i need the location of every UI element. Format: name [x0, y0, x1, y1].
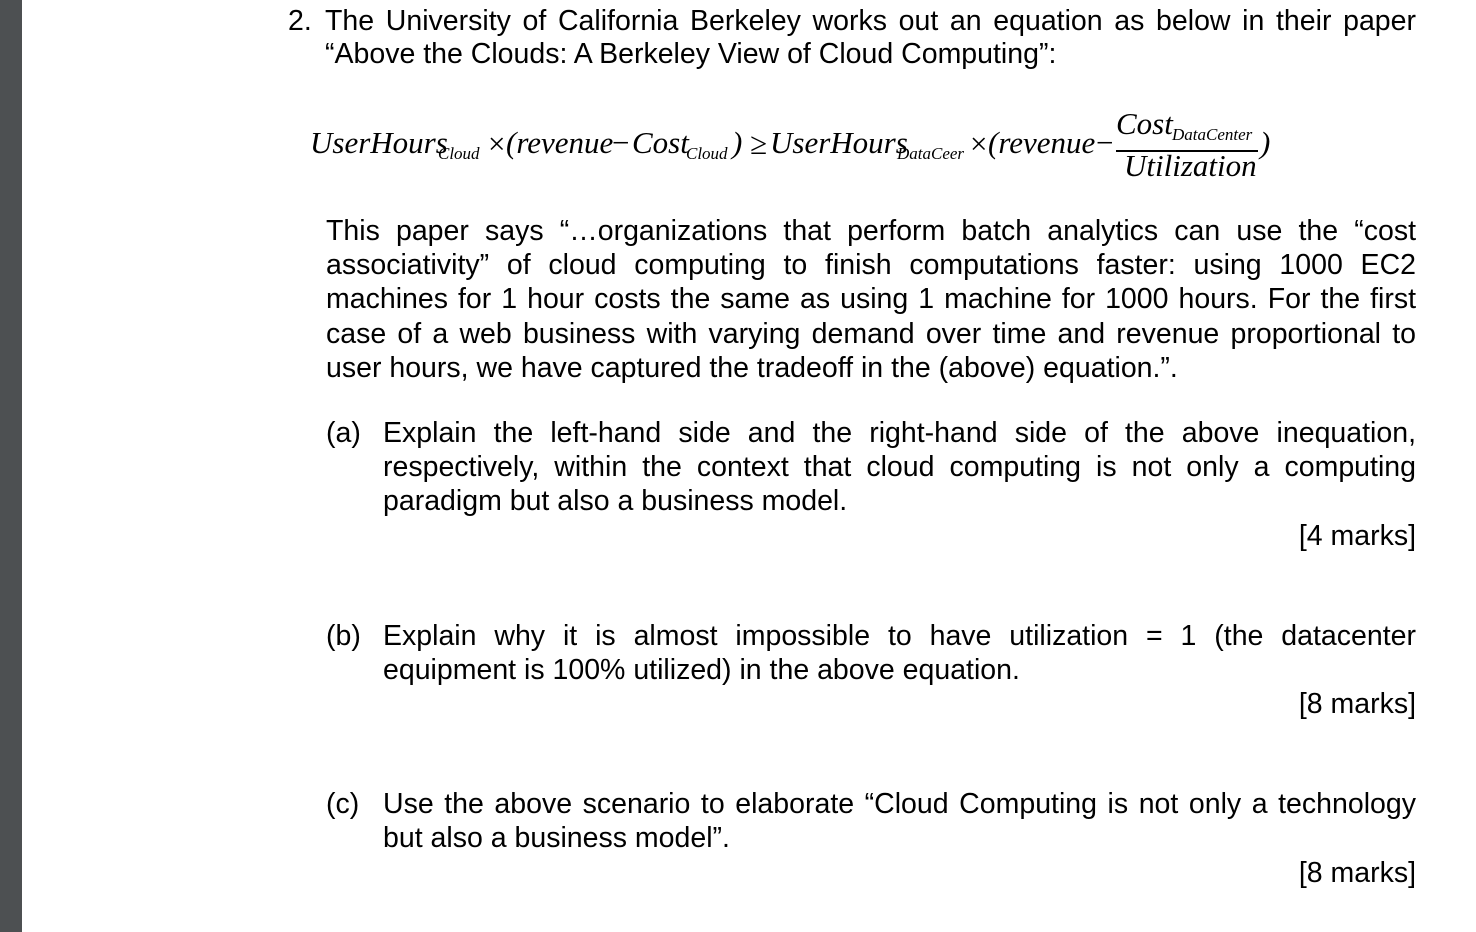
eq-sub-datacenter: DataCeer	[897, 144, 965, 163]
question-intro-line2: “Above the Clouds: A Berkeley View of Cloud Computing”:	[325, 38, 1057, 70]
eq-geq: ≥	[750, 126, 768, 161]
question-intro-line1: The University of California Berkeley works out an equation as below in their paper	[325, 5, 1416, 37]
eq-times-1: ×	[488, 126, 506, 161]
eq-minus-1: −	[612, 125, 630, 160]
sub-question-b-text: Explain why it is almost impossible to have utilization = 1 (the datacenter equipment is 100% utilized) in the above equation.	[383, 620, 1416, 686]
eq-close-2: )	[1260, 125, 1271, 160]
sub-question-c-marks: [8 marks]	[1298, 857, 1416, 889]
paper-quote-paragraph: This paper says “…organizations that perform batch analytics can use the “cost associativity” of cloud computing to finish computations faster: using 1000 EC2 machines for 1 hour costs the same as using 1 machine for 1000 hours. For the first case of a web business with varying demand over time and revenue proportional to user hours, we have captured the tradeoff in the (above) equation.”.	[326, 215, 1416, 384]
eq-frac-denominator: Utilization	[1124, 148, 1257, 183]
eq-close-1: )	[732, 125, 743, 160]
sub-question-b-marks: [8 marks]	[1298, 688, 1416, 720]
viewer-left-edge	[0, 0, 22, 932]
sub-question-a-text: Explain the left-hand side and the right-hand side of the above inequation, respectively, within the context that cloud computing is not only a computing paradigm but also a business model.	[383, 417, 1416, 517]
sub-question-a-label: (a)	[326, 417, 361, 449]
sub-question-a-marks: [4 marks]	[1298, 520, 1416, 552]
question-intro	[325, 5, 1416, 71]
eq-userhours-cloud: UserHours	[310, 125, 448, 160]
sub-question-b-label: (b)	[326, 620, 361, 652]
eq-times-2: ×	[970, 126, 988, 161]
eq-frac-num-sub: DataCenter	[1172, 125, 1253, 144]
question-header	[288, 5, 1416, 71]
document-page	[22, 0, 1476, 932]
question-number: 2.	[288, 5, 312, 37]
sub-question-c	[326, 788, 1416, 856]
eq-cost-cloud: Cost	[632, 125, 689, 160]
eq-minus-2: −	[1096, 125, 1114, 160]
sub-question-c-label: (c)	[326, 788, 360, 820]
eq-revenue-1: (revenue	[506, 125, 614, 160]
sub-question-a	[326, 417, 1416, 518]
eq-userhours-dc: UserHours	[770, 125, 908, 160]
cost-equation	[310, 100, 1310, 190]
eq-sub-cloud: Cloud	[438, 144, 480, 163]
sub-question-b	[326, 620, 1416, 688]
eq-sub-cloud-2: Cloud	[686, 144, 728, 163]
eq-frac-numerator: Cost	[1116, 106, 1173, 141]
eq-revenue-2: (revenue	[988, 125, 1096, 160]
sub-question-c-text: Use the above scenario to elaborate “Cloud Computing is not only a technology but also a business model”.	[383, 788, 1416, 854]
